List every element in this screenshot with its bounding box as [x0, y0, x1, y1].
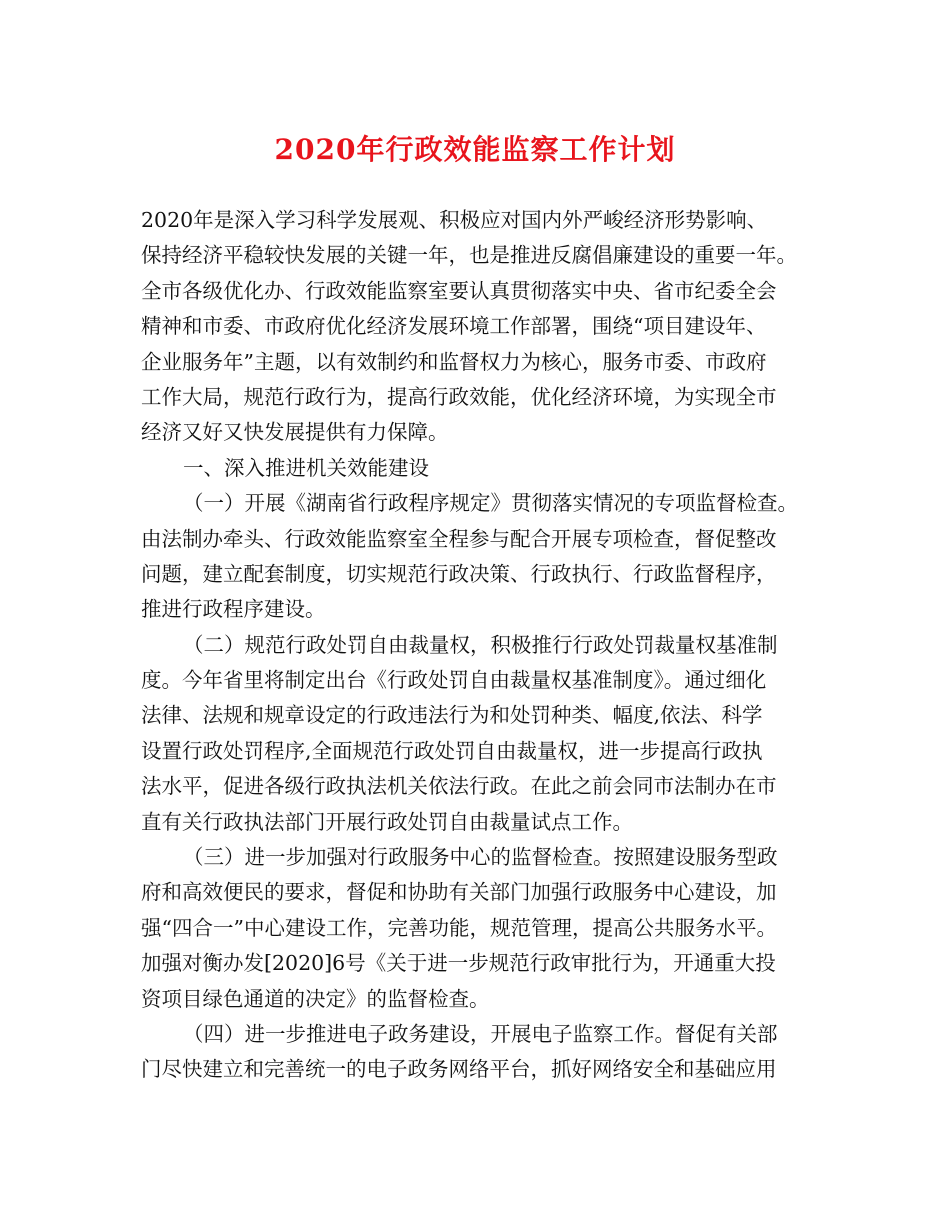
document-title: 2020年行政效能监察工作计划	[274, 133, 676, 166]
body-line: （二）规范行政处罚自由裁量权，积极推行行政处罚裁量权基准制	[183, 632, 778, 657]
body-line: 问题，建立配套制度，切实规范行政决策、行政执行、行政监督程序，	[141, 561, 777, 586]
body-line: 企业服务年”主题，以有效制约和监督权力为核心，服务市委、市政府	[141, 349, 767, 374]
document-body	[141, 203, 831, 1088]
body-line: 设置行政处罚程序,全面规范行政处罚自由裁量权，进一步提高行政执	[141, 738, 763, 763]
body-line: 加强对衡办发[2020]6号《关于进一步规范行政审批行为，开通重大投	[141, 951, 776, 976]
body-line: （四）进一步推进电子政务建设，开展电子监察工作。督促有关部	[183, 1021, 778, 1046]
body-line: 强“四合一”中心建设工作，完善功能，规范管理，提高公共服务水平。	[141, 915, 777, 940]
body-line: 法水平，促进各级行政执法机关依法行政。在此之前会同市法制办在市	[141, 774, 777, 799]
body-line: 府和高效便民的要求，督促和协助有关部门加强行政服务中心建设，加	[141, 880, 777, 905]
body-line: 度。今年省里将制定出台《行政处罚自由裁量权基准制度》。通过细化	[141, 668, 767, 693]
body-line: 资项目绿色通道的决定》的监督检查。	[141, 986, 490, 1011]
body-line: （一）开展《湖南省行政程序规定》贯彻落实情况的专项监督检查。	[183, 491, 798, 516]
body-line: （三）进一步加强对行政服务中心的监督检查。按照建设服务型政	[183, 845, 778, 870]
body-line: 由法制办牵头、行政效能监察室全程参与配合开展专项检查，督促整改	[141, 526, 777, 551]
body-line: 推进行政程序建设。	[141, 597, 326, 622]
body-line: 法律、法规和规章设定的行政违法行为和处罚种类、幅度,依法、科学	[141, 703, 763, 728]
body-line: 工作大局，规范行政行为，提高行政效能，优化经济环境，为实现全市	[141, 384, 777, 409]
body-line: 精神和市委、市政府优化经济发展环境工作部署，围绕“项目建设年、	[141, 314, 767, 339]
body-line: 保持经济平稳较快发展的关键一年，也是推进反腐倡廉建设的重要一年。	[141, 243, 797, 268]
body-line: 一、深入推进机关效能建设	[183, 455, 429, 480]
body-line: 全市各级优化办、行政效能监察室要认真贯彻落实中央、省市纪委全会	[141, 278, 777, 303]
body-line: 经济又好又快发展提供有力保障。	[141, 420, 449, 445]
body-line: 2020年是深入学习科学发展观、积极应对国内外严峻经济形势影响、	[141, 208, 768, 232]
body-line: 门尽快建立和完善统一的电子政务网络平台，抓好网络安全和基础应用	[141, 1057, 777, 1082]
body-line: 直有关行政执法部门开展行政处罚自由裁量试点工作。	[141, 809, 633, 834]
